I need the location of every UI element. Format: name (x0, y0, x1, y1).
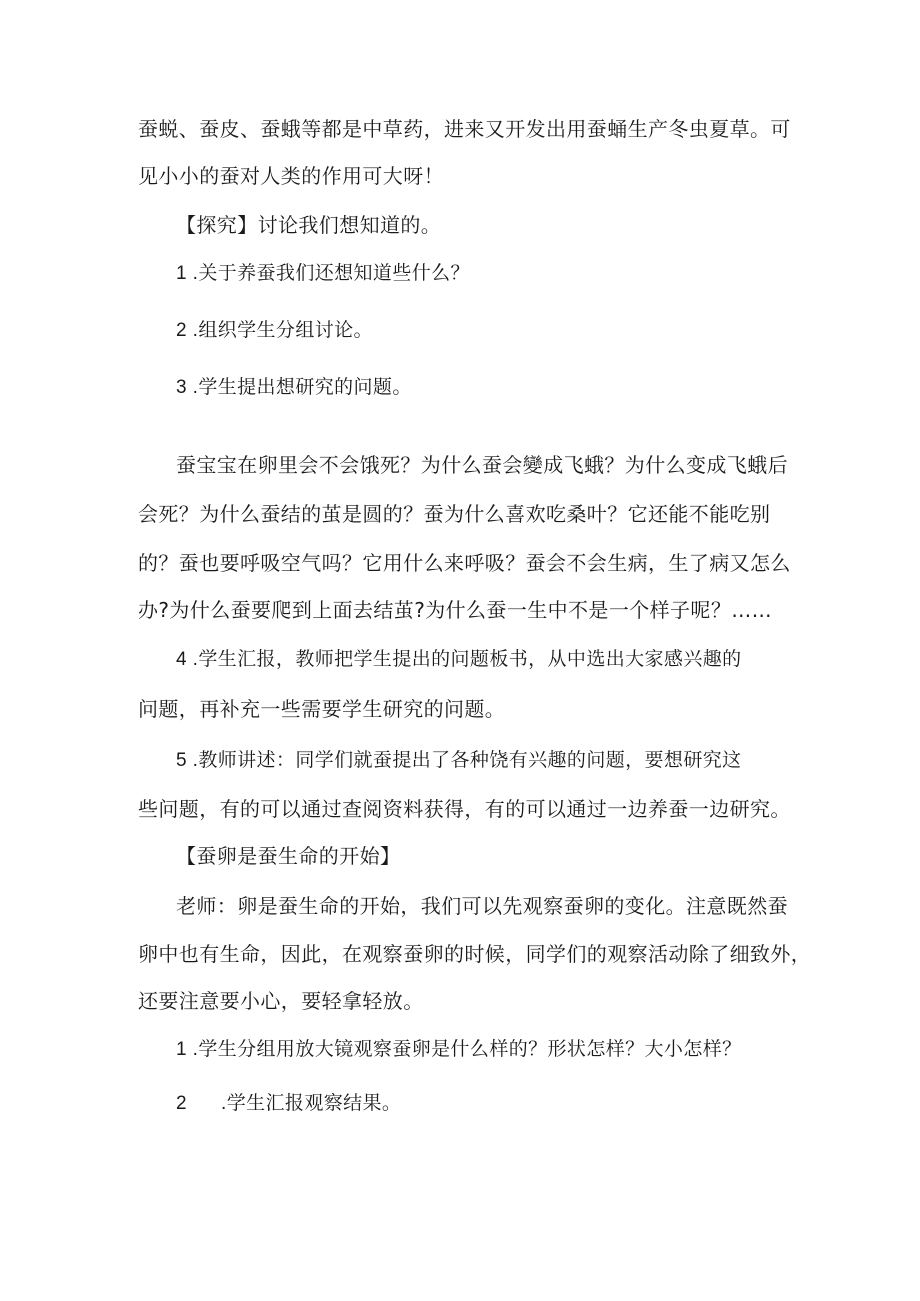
text-line: 见小小的蚕对人类的作用可大呀！ (138, 164, 444, 188)
text-line: 卵中也有生命，因此，在观察蚕卵的时候，同学们的观察活动除了细致外， (138, 942, 812, 966)
list-item: 2 .组织学生分组讨论。 (176, 320, 373, 341)
text-line: 的？蚕也要呼吸空气吗？它用什么来呼吸？蚕会不会生病，生了病又怎么 (138, 551, 791, 575)
text-line: 蚕蜕、蚕皮、蚕蛾等都是中草药，进来又开发出用蚕蛹生产冬虫夏草。可 (138, 117, 791, 141)
list-item: 3 .学生提出想研究的问题。 (176, 377, 412, 398)
text-line: 问题，再补充一些需要学生研究的问题。 (138, 697, 506, 721)
text-line: 还要注意要小心，要轻拿轻放。 (138, 989, 424, 1013)
list-item: 4 .学生汇报，教师把学生提出的问题板书，从中选出大家感兴趣的 (176, 649, 742, 670)
text-line: 蚕宝宝在卵里会不会饿死？为什么蚕会變成飞蛾？为什么变成飞蛾后 (176, 453, 788, 477)
list-item: 5 .教师讲述：同学们就蚕提出了各种饶有兴趣的问题，要想研究这 (176, 750, 742, 771)
text-line: 老师：卵是蚕生命的开始，我们可以先观察蚕卵的变化。注意既然蚕 (176, 894, 788, 918)
list-item: 1 .关于养蚕我们还想知道些什么？ (176, 263, 470, 284)
list-item: 1 .学生分组用放大镜观察蚕卵是什么样的？形状怎样？大小怎样？ (176, 1039, 742, 1060)
section-heading-explore: 【探究】讨论我们想知道的。 (176, 213, 442, 237)
list-item: 2 .学生汇报观察结果。 (176, 1093, 402, 1114)
text-line: 会死？为什么蚕结的茧是圆的？蚕为什么喜欢吃桑叶？它还能不能吃别 (138, 502, 771, 526)
text-line: 些问题，有的可以通过查阅资料获得，有的可以通过一边养蚕一边研究。 (138, 797, 791, 821)
section-heading-egg: 【蚕卵是蚕生命的开始】 (176, 844, 401, 868)
text-line: 办?为什么蚕要爬到上面去结茧?为什么蚕一生中不是一个样子呢？…… (138, 598, 773, 622)
